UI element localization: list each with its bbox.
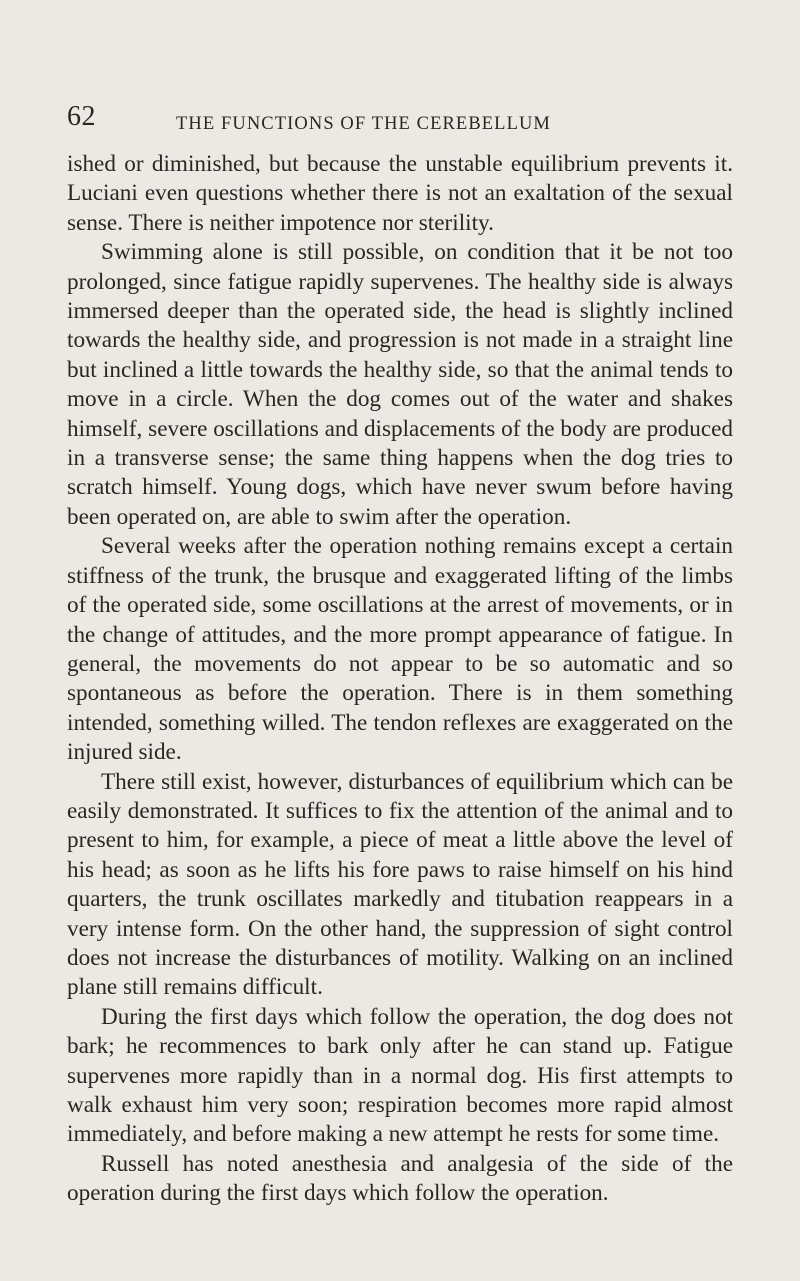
paragraph: Several weeks after the operation nothing remains except a certain stiffness of the trunk, the brusque and exaggerated lifting of the limbs of the operated side, some oscillations at the arrest of movements, or in the change of attitudes, and the more prompt appearance of fatigue. In general, the movements do not appear to be so automatic and so spontaneous as before the operation. There is in them something intended, something willed. The tendon reflexes are exaggerated on the injured side.: [67, 533, 733, 766]
running-head: THE FUNCTIONS OF THE CEREBELLUM: [176, 114, 551, 134]
paragraph: Swimming alone is still possible, on condition that it be not too prolonged, since fatigue rapidly supervenes. The healthy side is always immersed deeper than the operated side, the head is slightly inclined towards the healthy side, and progression is not made in a straight line but inclined a little towards the healthy side, so that the animal tends to move in a circle. When the dog comes out of the water and shakes himself, severe oscillations and displacements of the body are produced in a transverse sense; the same thing happens when the dog tries to scratch himself. Young dogs, which have never swum before having been operated on, are able to swim after the operation.: [67, 239, 733, 530]
page-number: 62: [67, 101, 96, 132]
paragraph: There still exist, however, disturbances of equilibrium which can be easily demonstrated. It suffices to fix the attention of the animal and to present to him, for example, a piece of meat a little above the level of his head; as soon as he lifts his fore paws to raise himself on his hind quarters, the trunk oscillates markedly and titubation reappears in a very intense form. On the other hand, the suppression of sight control does not increase the disturbances of motility. Walking on an inclined plane still remains difficult.: [67, 768, 733, 1001]
body-text: [67, 150, 733, 1209]
paragraph: ished or diminished, but because the unstable equilibrium prevents it. Luciani even questions whether there is not an exaltation of the sexual sense. There is neither impotence nor sterility.: [67, 151, 733, 236]
paragraph: Russell has noted anesthesia and analgesia of the side of the operation during the first days which follow the operation.: [67, 1150, 733, 1207]
paragraph: During the first days which follow the operation, the dog does not bark; he recommences to bark only after he can stand up. Fatigue supervenes more rapidly than in a normal dog. His first attempts to walk exhaust him very soon; respiration becomes more rapid almost immediately, and before making a new attempt he rests for some time.: [67, 1003, 733, 1148]
